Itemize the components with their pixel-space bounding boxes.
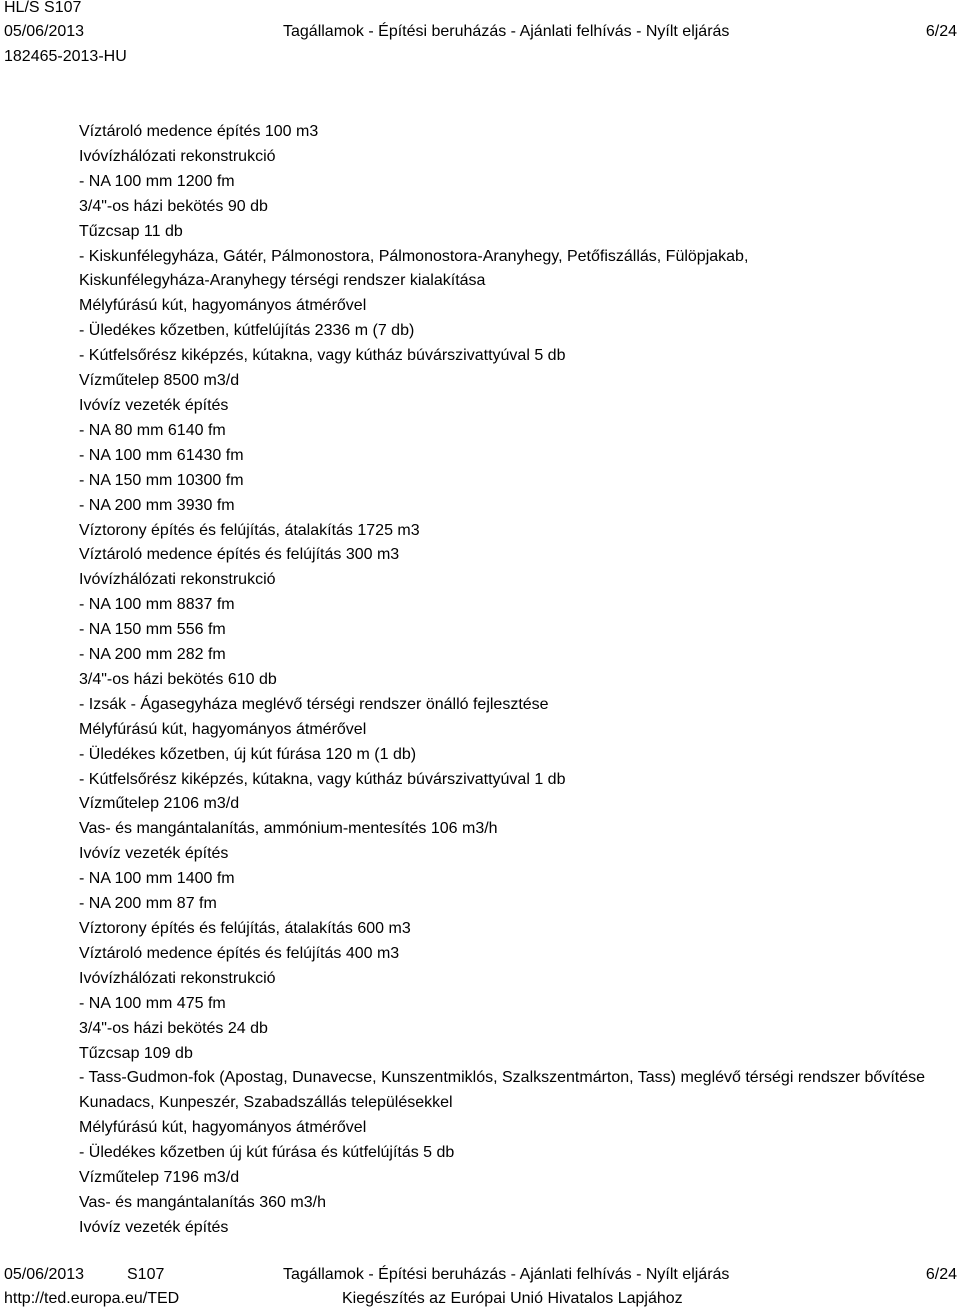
content-line: Vízműtelep 8500 m3/d: [79, 372, 240, 390]
content-line: Ivóvíz vezeték építés: [79, 1218, 229, 1236]
content-line: - NA 100 mm 1400 fm: [79, 870, 235, 888]
footer-url-link[interactable]: http://ted.europa.eu/TED: [4, 1290, 180, 1307]
content-line: Tűzcsap 109 db: [79, 1044, 193, 1062]
content-line: - Tass-Gudmon-fok (Apostag, Dunavecse, Kunszentmiklós, Szalkszentmárton, Tass) meglévő térségi rendszer bővítése Kunadacs, Kunpeszér, Szabadszállás településekkel: [79, 1069, 926, 1112]
footer-title: Tagállamok - Építési beruházás - Ajánlati felhívás - Nyílt eljárás: [283, 1266, 730, 1283]
content-line: Ivóvízhálózati rekonstrukció: [79, 969, 276, 987]
content-line: - NA 150 mm 10300 fm: [79, 471, 244, 489]
content-line: Kiskunfélegyháza-Aranyhegy térségi rendszer kialakítása: [79, 272, 486, 290]
content-line: - NA 200 mm 282 fm: [79, 646, 226, 664]
content-line: - NA 100 mm 8837 fm: [79, 596, 235, 614]
content-line: Vízműtelep 2106 m3/d: [79, 795, 240, 813]
header-date: 05/06/2013: [4, 23, 85, 40]
content-line: Víztároló medence építés és felújítás 300 m3: [79, 546, 400, 564]
content-line: - NA 100 mm 61430 fm: [79, 446, 244, 464]
footer-date: 05/06/2013: [4, 1266, 85, 1283]
content-line: - Kútfelsőrész kiképzés, kútakna, vagy kútház búvárszivattyúval 5 db: [79, 347, 566, 365]
notice-body: [79, 120, 954, 1241]
content-line: Mélyfúrású kút, hagyományos átmérővel: [79, 720, 367, 738]
content-line: Víztároló medence építés 100 m3: [79, 123, 319, 140]
content-line: Vízműtelep 7196 m3/d: [79, 1169, 240, 1187]
content-line: - Kiskunfélegyháza, Gátér, Pálmonostora, Pálmonostora-Aranyhegy, Petőfiszállás, Fülöpjakab,: [79, 247, 749, 265]
content-line: - NA 150 mm 556 fm: [79, 621, 226, 639]
content-line: - NA 200 mm 3930 fm: [79, 496, 235, 514]
content-line: 3/4"-os házi bekötés 24 db: [79, 1019, 268, 1037]
footer-series: S107: [127, 1266, 165, 1283]
header-title: Tagállamok - Építési beruházás - Ajánlati felhívás - Nyílt eljárás: [283, 23, 730, 40]
content-line: Ivóvíz vezeték építés: [79, 396, 229, 414]
header-doc-code: HL/S S107: [4, 0, 82, 16]
content-line: - Üledékes kőzetben, új kút fúrása 120 m (1 db): [79, 745, 417, 763]
content-line: - NA 100 mm 1200 fm: [79, 172, 235, 190]
content-line: - Izsák - Ágasegyháza meglévő térségi rendszer önálló fejlesztése: [79, 695, 549, 713]
content-line: Vas- és mangántalanítás 360 m3/h: [79, 1193, 326, 1211]
content-line: Víztároló medence építés és felújítás 400 m3: [79, 944, 400, 962]
header-notice-id: 182465-2013-HU: [4, 48, 127, 65]
content-line: Víztorony építés és felújítás, átalakítás 600 m3: [79, 920, 411, 937]
header-page-number: 6/24: [925, 23, 957, 40]
content-line: - Üledékes kőzetben, kútfelújítás 2336 m (7 db): [79, 322, 415, 340]
content-line: Mélyfúrású kút, hagyományos átmérővel: [79, 297, 367, 315]
content-line: - NA 100 mm 475 fm: [79, 994, 226, 1012]
content-line: Vas- és mangántalanítás, ammónium-mentesítés 106 m3/h: [79, 820, 498, 838]
content-line: 3/4"-os házi bekötés 610 db: [79, 670, 277, 688]
content-line: Mélyfúrású kút, hagyományos átmérővel: [79, 1119, 367, 1137]
content-line: - NA 200 mm 87 fm: [79, 895, 217, 913]
footer-supplement: Kiegészítés az Európai Unió Hivatalos Lapjához: [342, 1290, 683, 1307]
content-line: - Üledékes kőzetben új kút fúrása és kútfelújítás 5 db: [79, 1144, 455, 1162]
content-line: Ivóvíz vezeték építés: [79, 845, 229, 863]
content-line: 3/4"-os házi bekötés 90 db: [79, 197, 268, 215]
content-line: Ivóvízhálózati rekonstrukció: [79, 571, 276, 589]
content-line: Tűzcsap 11 db: [79, 222, 183, 240]
content-line: Víztorony építés és felújítás, átalakítás 1725 m3: [79, 521, 420, 539]
content-line: - Kútfelsőrész kiképzés, kútakna, vagy kútház búvárszivattyúval 1 db: [79, 770, 566, 788]
content-line: Ivóvízhálózati rekonstrukció: [79, 147, 276, 165]
content-line: - NA 80 mm 6140 fm: [79, 421, 226, 439]
footer-page-number: 6/24: [925, 1266, 957, 1283]
